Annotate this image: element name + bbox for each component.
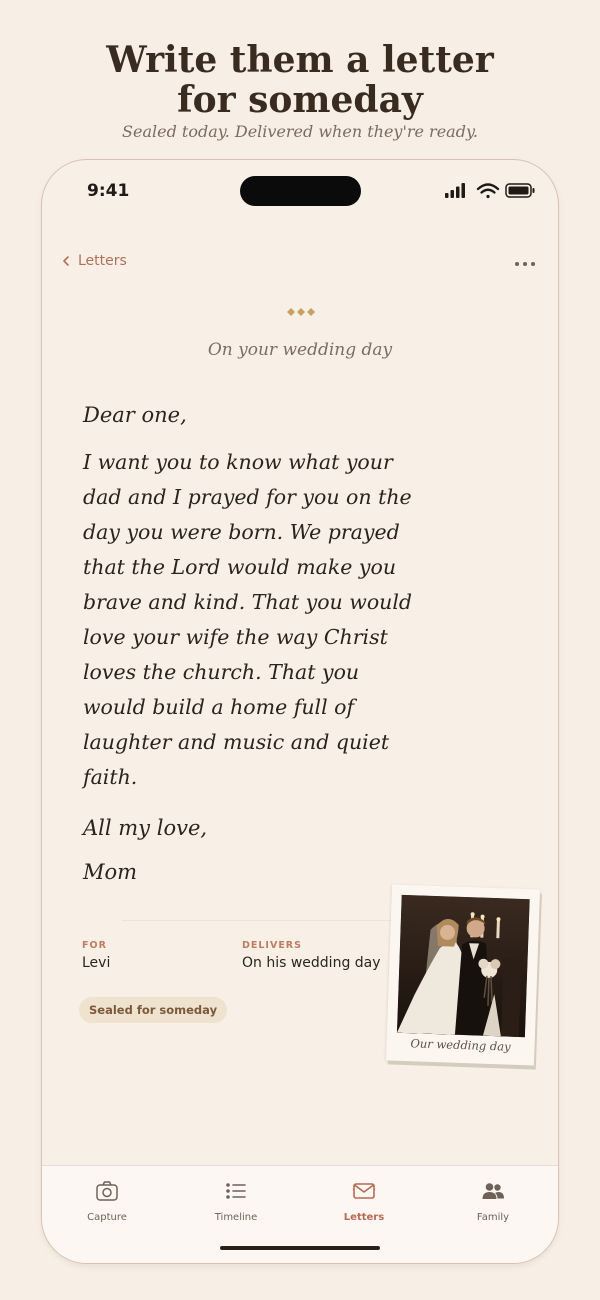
recipient-value: Levi — [82, 955, 111, 971]
recipient-label: FOR — [82, 940, 107, 951]
back-label: Letters — [78, 253, 127, 269]
tab-label-letters: Letters — [343, 1212, 385, 1223]
letter-signature: Mom — [83, 860, 138, 884]
letter-text: I want you to know what your dad and I prayed for you on the day you were born. We prayed that the Lord would make you brave and kind. That you would love your wife the way Christ loves the church. That you would build a home full of laughter and music and quiet faith. — [83, 450, 413, 789]
status-badge: Sealed for someday — [79, 997, 227, 1023]
hero-title — [0, 40, 600, 120]
back-button[interactable] — [62, 253, 127, 269]
tab-label-capture: Capture — [87, 1212, 127, 1223]
delivery-label: DELIVERS — [242, 940, 302, 951]
tab-timeline[interactable] — [186, 1180, 286, 1223]
tab-capture[interactable] — [57, 1180, 157, 1223]
status-icons — [445, 180, 537, 202]
camera-icon — [95, 1180, 119, 1202]
tab-letters[interactable] — [314, 1180, 414, 1223]
wedding-photo-illustration — [397, 895, 530, 1037]
diamond-ornament-icon — [286, 306, 316, 318]
tab-label-family: Family — [476, 1212, 510, 1223]
divider — [122, 920, 402, 921]
letter-body — [83, 395, 423, 894]
chevron-left-icon — [62, 255, 70, 267]
letter-occasion: On your wedding day — [207, 340, 393, 360]
envelope-icon — [352, 1180, 376, 1202]
letter-closing: All my love, — [83, 816, 208, 840]
battery-icon — [506, 184, 535, 197]
phone-frame — [41, 159, 559, 1264]
delivery-value: On his wedding day — [242, 955, 381, 971]
wifi-icon — [478, 185, 498, 199]
people-icon — [481, 1180, 505, 1202]
list-icon — [224, 1180, 248, 1202]
more-dots-icon[interactable] — [514, 260, 536, 268]
signal-icon — [445, 183, 465, 198]
photo-caption: Our wedding day — [410, 1036, 511, 1054]
hero-title-line2: for someday — [177, 79, 423, 121]
letter-salutation: Dear one, — [83, 403, 187, 427]
wedding-photo — [397, 895, 530, 1037]
home-indicator — [220, 1246, 380, 1250]
dynamic-island — [240, 176, 361, 206]
status-time: 9:41 — [87, 181, 130, 201]
hero-subtitle: Sealed today. Delivered when they're ready. — [122, 122, 478, 141]
tab-label-timeline: Timeline — [214, 1212, 258, 1223]
hero-title-line1: Write them a letter — [106, 39, 494, 81]
tab-family[interactable] — [443, 1180, 543, 1223]
wedding-polaroid[interactable] — [386, 884, 540, 1065]
